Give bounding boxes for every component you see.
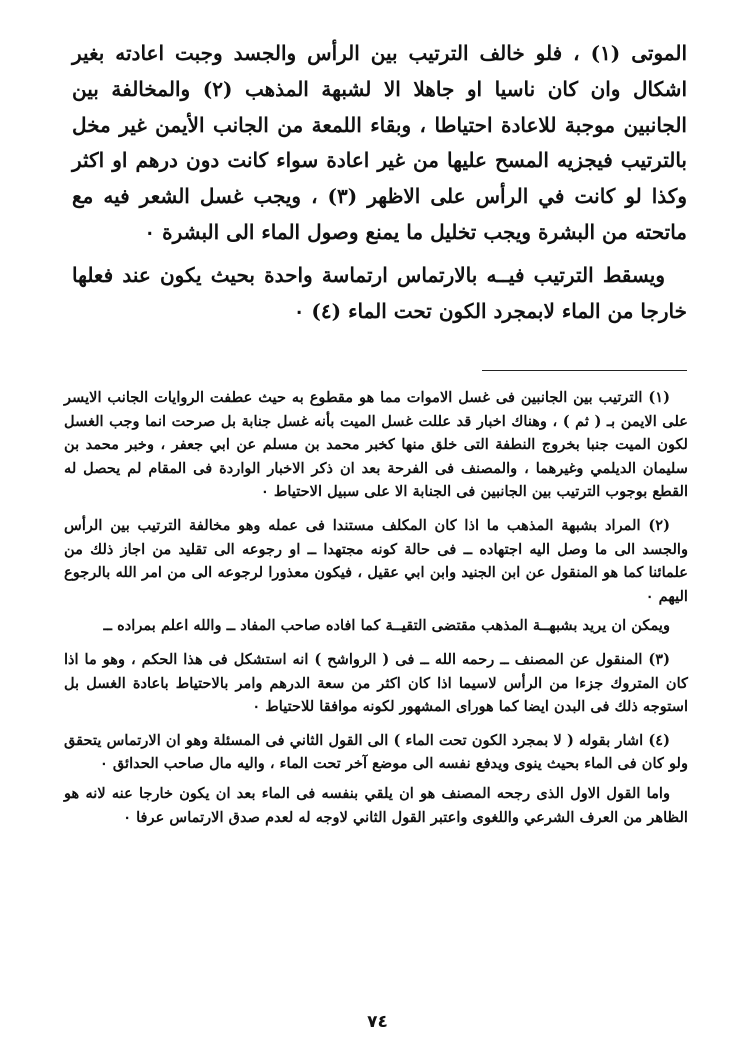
footnote-4: (٤) اشار بقوله ( لا بمجرد الكون تحت الماء ) الى القول الثاني فى المسئلة وهو ان الارتماس يتحقق ولو كان فى الماء بحيث ينوى ويدفع نفسه الى موضع آخر تحت الماء ، واليه مال صاحب الحدائق ٠ [64, 731, 688, 773]
main-paragraph: الموتى (١) ، فلو خالف الترتيب بين الرأس والجسد وجبت اعادته بغير اشكال وان كان ناسيا او جاهلا الا لشبهة المذهب (٢) والمخالفة بين الجانبين موجبة للاعادة احتياطا ، وبقاء اللمعة من الجانب الأيمن غير مخل بالترتيب فيجزيه المسح عليها من غير اعادة سواء كانت دون درهم او اكثر وكذا لو كانت في الرأس على الاظهر (٣) ، ويجب غسل الشعر فيه مع ماتحته من البشرة ويجب تخليل ما يمنع وصول الماء الى البشرة ٠ [72, 41, 687, 244]
page-number: ٧٤ [367, 1012, 388, 1032]
footnote-separator [482, 370, 687, 371]
main-text [72, 36, 687, 329]
footnote-4-continuation: واما القول الاول الذى رجحه المصنف هو ان يلقي بنفسه فى الماء بعد ان يكون خارجا عنه لانه هو الظاهر من العرف الشرعي واللغوى واعتبر القول الثاني لاوجه له لعدم صدق الارتماس عرفا ٠ [64, 784, 688, 826]
footnote-3: (٣) المنقول عن المصنف ــ رحمه الله ــ فى ( الرواشح ) انه استشكل فى هذا الحكم ، وهو ما اذا كان المتروك جزءا من الرأس لاسيما اذا كان اكثر من سعة الدرهم وامر بالاحتياط باعادة الغسل بل استوجه ذلك فى البدن ايضا كما هورای المشهور لكونه موافقا للاحتياط ٠ [64, 650, 688, 716]
footnote-2-continuation: ويمكن ان يريد بشبهــة المذهب مقتضى التقيــة كما افاده صاحب المفاد ــ والله اعلم بمراده ــ [103, 617, 670, 635]
footnote-2: (٢) المراد بشبهة المذهب ما اذا كان المكلف مستندا فى عمله وهو مخالفة الترتيب بين الرأس والجسد الى ما وصل اليه اجتهاده ــ فى حالة كونه مجتهدا ــ او رجوعه الى تقليد من اجاز ذلك من علمائنا كما هو المنقول عن ابن الجنيد وابن ابي عقيل ، فيكون معذورا لرجوعه الى من امر الله بالرجوع اليهم ٠ [64, 516, 688, 605]
footnotes [64, 386, 688, 829]
main-paragraph: ويسقط الترتيب فيــه بالارتماس ارتماسة واحدة بحيث يكون عند فعلها خارجا من الماء لابمجرد الكون تحت الماء (٤) ٠ [72, 262, 687, 323]
footnote-1: (١) الترتيب بين الجانبين فى غسل الاموات مما هو مقطوع به حيث عطفت الروايات الجانب الايسر على الايمن بـ ( ثم ) ، وهناك اخبار قد عللت غسل الميت بأنه غسل جنابة بل صرحت انما وجب الغسل لكون الميت جنبا بخروج النطفة التى خلق منها كخبر محمد بن مسلم عن ابي جعفر ، وخبر محمد بن سليمان الديلمي وغيرهما ، والمصنف فى الفرحة بعد ان ذكر الاخبار الواردة فى المقام لم يحصل له القطع بوجوب الترتيب بين الجانبين فى الجنابة الا على سبيل الاحتياط ٠ [64, 389, 688, 501]
